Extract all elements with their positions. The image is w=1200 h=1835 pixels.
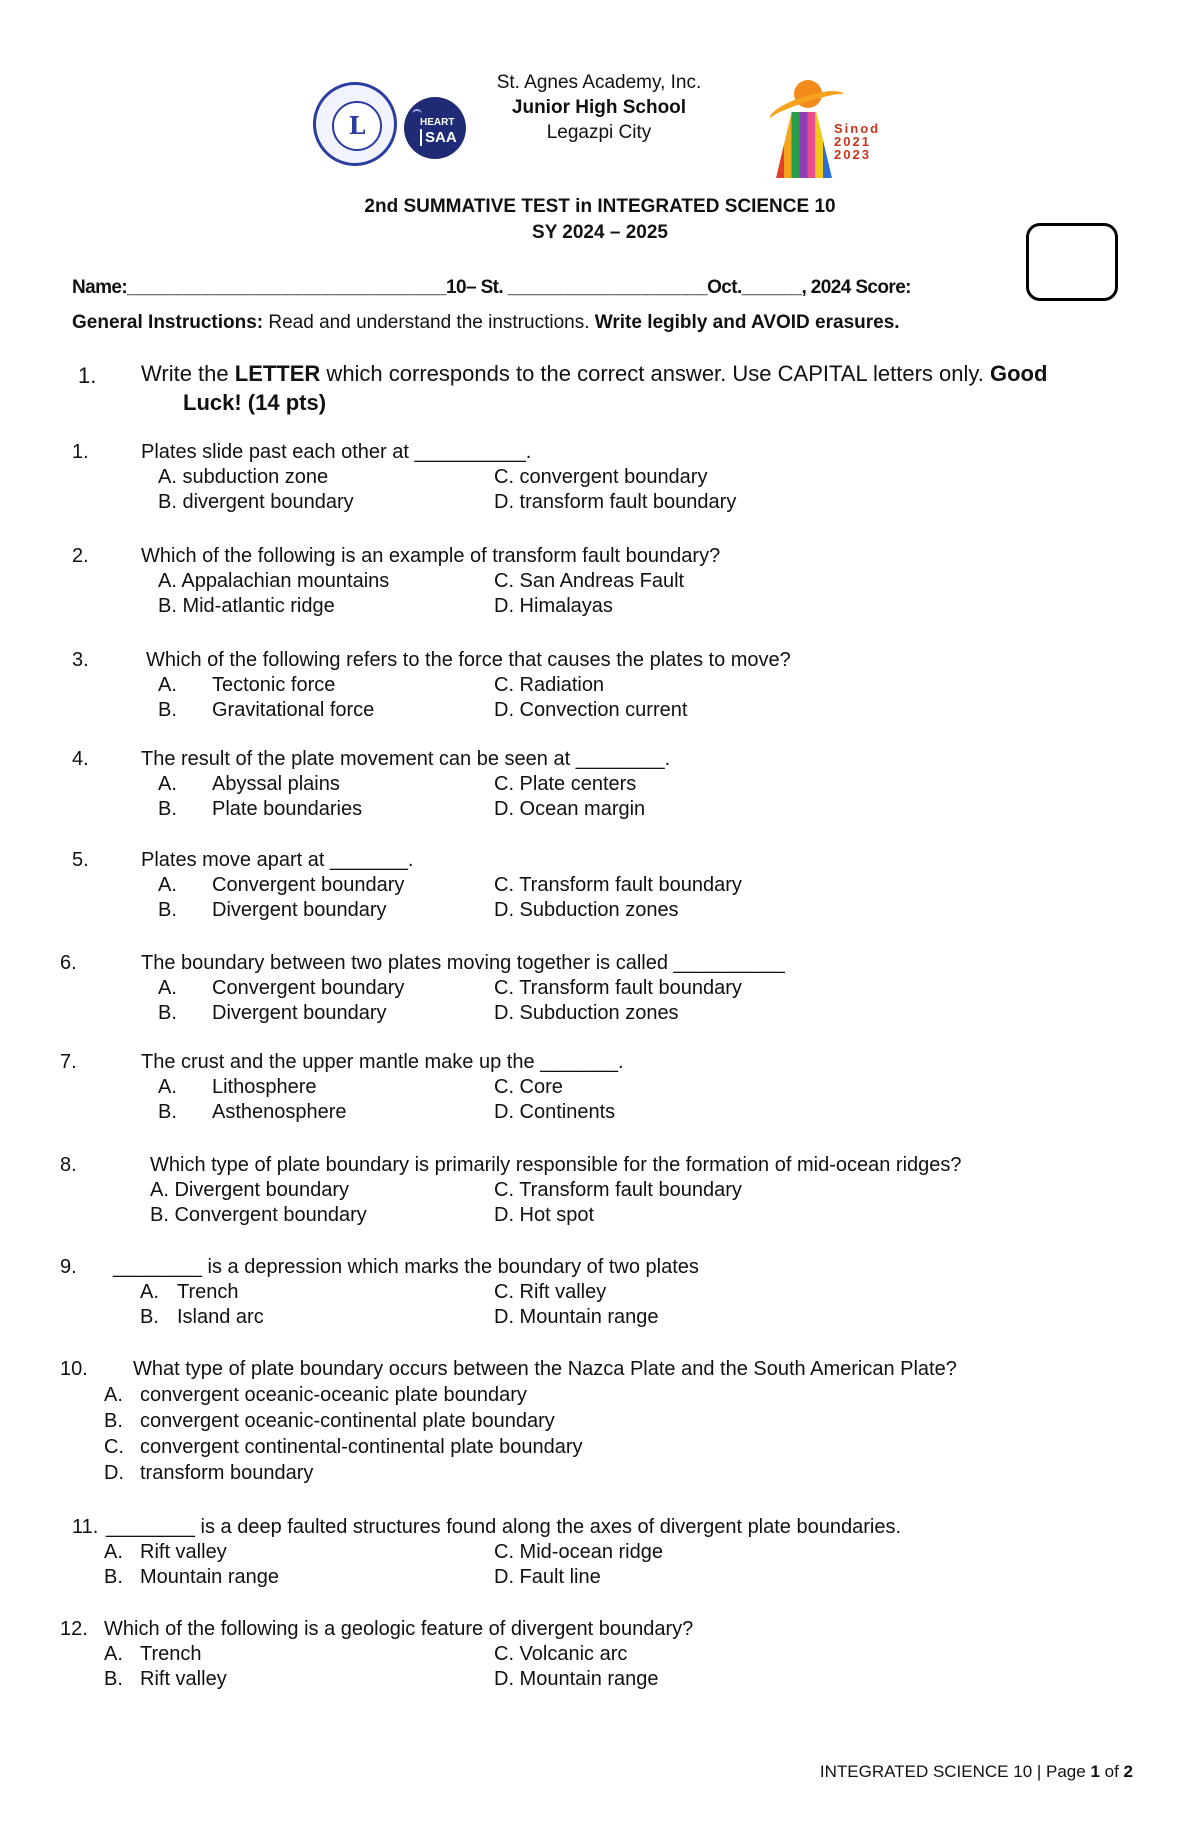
choice-c: C. Transform fault boundary <box>494 874 742 896</box>
choice-b: Divergent boundary <box>212 1002 387 1024</box>
choice-a: A. Appalachian mountains <box>158 570 390 592</box>
department: Junior High School <box>511 97 687 118</box>
choice-d: D. Ocean margin <box>494 798 646 820</box>
choice-d: D. Hot spot <box>494 1204 595 1226</box>
choice-c: C. Core <box>494 1076 563 1098</box>
choice-c: C. Transform fault boundary <box>494 1179 742 1201</box>
choice-c: C. convergent boundary <box>494 466 708 488</box>
section-instruction: Write the LETTER which corresponds to the correct answer. Use CAPITAL letters only. Good <box>141 361 1048 386</box>
heart-saa-logo <box>404 97 466 159</box>
question-stem: Which of the following is a geologic feature of divergent boundary? <box>104 1618 694 1640</box>
choice-b: Plate boundaries <box>212 798 363 820</box>
section-number: 1. <box>78 363 97 388</box>
choice-a: Trench <box>140 1643 202 1665</box>
choice-b: Rift valley <box>140 1668 227 1690</box>
choice-a: Rift valley <box>140 1541 227 1563</box>
choice-c: C. San Andreas Fault <box>494 570 685 592</box>
question-stem: The result of the plate movement can be seen at ________. <box>141 748 671 770</box>
question-stem: Which type of plate boundary is primarily responsible for the formation of mid-ocean ridges? <box>150 1154 962 1176</box>
school-year: SY 2024 – 2025 <box>532 222 668 243</box>
choice-b: Mountain range <box>140 1566 279 1588</box>
choice-d: D. Mountain range <box>494 1306 659 1328</box>
choice-d: D. Mountain range <box>494 1668 659 1690</box>
section-points: Luck! (14 pts) <box>183 390 327 415</box>
choice-b: B. divergent boundary <box>158 491 354 513</box>
test-title: 2nd SUMMATIVE TEST in INTEGRATED SCIENCE 10 <box>364 196 836 217</box>
choice-b: Island arc <box>177 1306 264 1328</box>
question-stem: ________ is a deep faulted structures found along the axes of divergent plate boundaries. <box>106 1516 902 1538</box>
synod-logo: Sinod 2021 2023 <box>756 80 904 180</box>
choice-c: C. Radiation <box>494 674 605 696</box>
question-stem: The boundary between two plates moving together is called __________ <box>141 952 785 974</box>
choice-a: Convergent boundary <box>212 874 405 896</box>
question-stem: Which of the following refers to the force that causes the plates to move? <box>146 649 791 671</box>
choice-b: B. Convergent boundary <box>150 1204 367 1226</box>
choice-a: Lithosphere <box>212 1076 317 1098</box>
choice-d: D. Himalayas <box>494 595 613 617</box>
score-box[interactable] <box>1026 223 1118 301</box>
choice-c: C. Rift valley <box>494 1281 607 1303</box>
choice-c: C. Transform fault boundary <box>494 977 742 999</box>
choice-a: Tectonic force <box>212 674 336 696</box>
school-seal-logo <box>313 82 397 166</box>
choice-a: Abyssal plains <box>212 773 340 795</box>
general-instructions: General Instructions: Read and understand the instructions. Write legibly and AVOID erasures. <box>72 312 900 333</box>
choice-c: C. Mid-ocean ridge <box>494 1541 663 1563</box>
choice-d: transform boundary <box>140 1462 314 1484</box>
choice-d: D. Subduction zones <box>494 1002 679 1024</box>
choice-b: B. Mid-atlantic ridge <box>158 595 335 617</box>
choice-d: D. Fault line <box>494 1566 601 1588</box>
question-stem: The crust and the upper mantle make up the _______. <box>141 1051 624 1073</box>
choice-c: convergent continental-continental plate boundary <box>140 1436 583 1458</box>
question-stem: Plates slide past each other at __________. <box>141 441 532 463</box>
page-footer: INTEGRATED SCIENCE 10 | Page 1 of 2 <box>819 1762 1133 1781</box>
choice-d: D. Subduction zones <box>494 899 679 921</box>
choice-a: A. Divergent boundary <box>150 1179 350 1201</box>
choice-a: Trench <box>177 1281 239 1303</box>
heart-logo-bottom-text: SAA <box>420 129 457 146</box>
city: Legazpi City <box>546 122 652 143</box>
question-stem: What type of plate boundary occurs between the Nazca Plate and the South American Plate? <box>133 1358 957 1380</box>
student-info-line[interactable]: Name:________________________________10– St. ____________________Oct.______, 2024 Score: <box>72 277 911 298</box>
choice-b: Divergent boundary <box>212 899 387 921</box>
choice-a: convergent oceanic-oceanic plate boundary <box>140 1384 527 1406</box>
choice-c: C. Plate centers <box>494 773 637 795</box>
choice-d: D. Convection current <box>494 699 688 721</box>
question-stem: ________ is a depression which marks the boundary of two plates <box>113 1256 699 1278</box>
school-name: St. Agnes Academy, Inc. <box>496 72 702 93</box>
choice-b: convergent oceanic-continental plate boundary <box>140 1410 555 1432</box>
seal-emblem-icon: L <box>332 101 382 151</box>
choice-b: Gravitational force <box>212 699 375 721</box>
question-stem: Plates move apart at _______. <box>141 849 414 871</box>
heart-logo-top-text: HEART <box>420 117 455 128</box>
choice-d: D. transform fault boundary <box>494 491 737 513</box>
choice-c: C. Volcanic arc <box>494 1643 628 1665</box>
question-stem: Which of the following is an example of transform fault boundary? <box>141 545 721 567</box>
choice-a: A. subduction zone <box>158 466 329 488</box>
choice-d: D. Continents <box>494 1101 616 1123</box>
choice-a: Convergent boundary <box>212 977 405 999</box>
choice-b: Asthenosphere <box>212 1101 347 1123</box>
